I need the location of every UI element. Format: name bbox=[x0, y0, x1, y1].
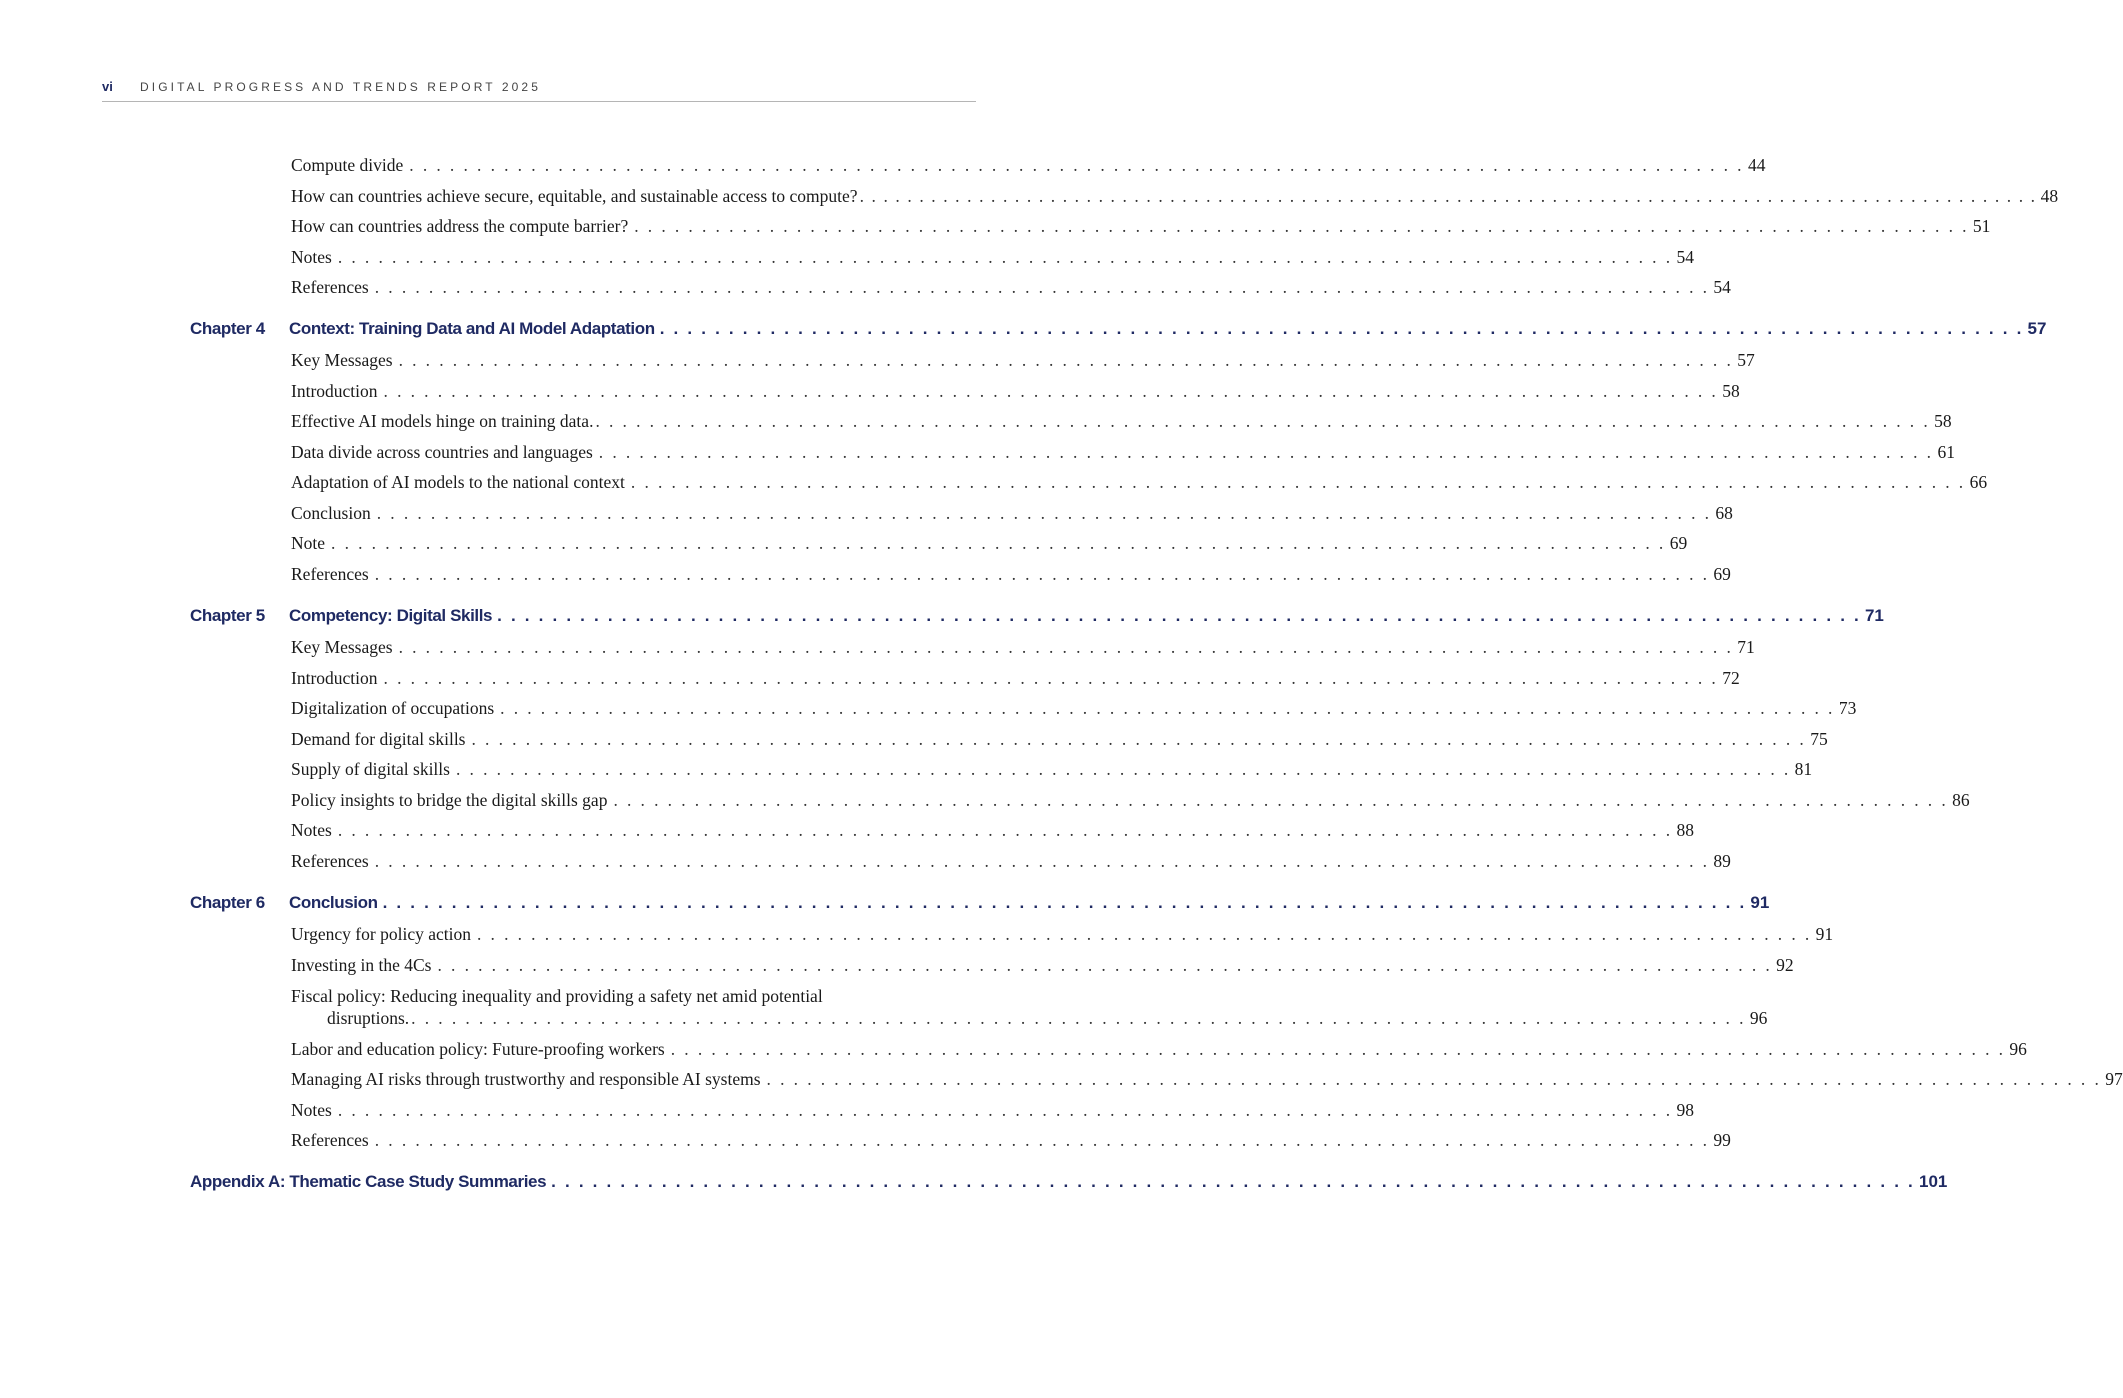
toc-entry-page: 96 bbox=[2009, 1039, 2027, 1059]
toc-entry-title: Introduction bbox=[291, 381, 378, 401]
toc-entry-title: References bbox=[291, 1130, 369, 1150]
toc-entry-title: Compute divide bbox=[291, 155, 404, 175]
toc-entry-title: Labor and education policy: Future-proofing workers bbox=[291, 1039, 665, 1059]
toc-entry[interactable] bbox=[291, 955, 1794, 979]
chapter-title: Context: Training Data and AI Model Adaptation bbox=[289, 319, 655, 338]
dot-leader: . . . . . . . . . . . . . . . . . . . . . . . . . . . . . . . . . . . . . . . . . . . . . . . . . . . . . . . . . . . . . . . . . . . . . . . . . . . . . . . . . . . . . . . . . . . . . . . . . . . bbox=[337, 247, 1673, 267]
toc-chapter-5[interactable] bbox=[190, 606, 1884, 630]
dot-leader: . . . . . . . . . . . . . . . . . . . . . . . . . . . . . . . . . . . . . . . . . . . . . . . . . . . . . . . . . . . . . . . . . . . . . . . . . . . . . . . . . . . . . . . . . . . . . . . . . . . bbox=[409, 155, 1744, 175]
toc-entry[interactable] bbox=[291, 759, 1813, 783]
toc-entry-title: Notes bbox=[291, 820, 332, 840]
dot-leader: . . . . . . . . . . . . . . . . . . . . . . . . . . . . . . . . . . . . . . . . . . . . . . . . . . . . . . . . . . . . . . . . . . . . . . . . . . . . . . . . . . . . . . . . . . . . . . . . . . . bbox=[476, 924, 1812, 944]
toc-entry[interactable] bbox=[291, 790, 1970, 814]
toc-entry-page: 71 bbox=[1737, 637, 1755, 657]
toc-entry[interactable] bbox=[291, 637, 1755, 661]
toc-entry[interactable] bbox=[291, 442, 1955, 466]
dot-leader: . . . . . . . . . . . . . . . . . . . . . . . . . . . . . . . . . . . . . . . . . . . . . . . . . . . . . . . . . . . . . . . . . . . . . . . . . . . . . . . . . . . . . . . . . . . . . . . . . . . bbox=[670, 1039, 2006, 1059]
toc-entry[interactable] bbox=[291, 1100, 1695, 1124]
toc-entry-page: 92 bbox=[1776, 955, 1794, 975]
toc-entry-page: 96 bbox=[1749, 1008, 1768, 1028]
dot-leader: . . . . . . . . . . . . . . . . . . . . . . . . . . . . . . . . . . . . . . . . . . . . . . . . . . . . . . . . . . . . . . . . . . . . . . . . . . . . . . . . . . . . . . . . . . . . . . . . . . . bbox=[766, 1069, 2102, 1089]
toc-entry-title: Adaptation of AI models to the national context bbox=[291, 472, 625, 492]
toc-entry-title: Data divide across countries and languages bbox=[291, 442, 593, 462]
dot-leader: . . . . . . . . . . . . . . . . . . . . . . . . . . . . . . . . . . . . . . . . . . . . . . . . . . . . . . . . . . . . . . . . . . . . . . . . . . . . . . . . . . . . . . . . . . . . . . . . . . . bbox=[411, 1008, 1746, 1028]
toc-entry-title: How can countries achieve secure, equitable, and sustainable access to compute? bbox=[291, 186, 858, 206]
toc-entry-title: Policy insights to bridge the digital skills gap bbox=[291, 790, 608, 810]
toc-entry[interactable] bbox=[327, 1008, 1768, 1032]
chapter-title: Competency: Digital Skills bbox=[289, 606, 493, 625]
toc-entry-title-line1[interactable]: Fiscal policy: Reducing inequality and providing a safety net amid potential bbox=[291, 986, 823, 1006]
dot-leader: . . . . . . . . . . . . . . . . . . . . . . . . . . . . . . . . . . . . . . . . . . . . . . . . . . . . . . . . . . . . . . . . . . . . . . . . . . . . . . . . . . . . . . . . . . . . . . . . . . . bbox=[455, 759, 1791, 779]
toc-entry[interactable] bbox=[291, 1039, 2027, 1063]
toc-entry-title: Investing in the 4Cs bbox=[291, 955, 432, 975]
dot-leader: . . . . . . . . . . . . . . . . . . . . . . . . . . . . . . . . . . . . . . . . . . . . . . . . . . . . . . . . . . . . . . . . . . . . . . . . . . . . . . . . . . . . . . . . . . . . . . . . . . . bbox=[337, 1100, 1673, 1120]
toc-entry-title: Note bbox=[291, 533, 326, 553]
toc-entry-title: Effective AI models hinge on training data. bbox=[291, 411, 594, 431]
toc-entry-title: Managing AI risks through trustworthy and responsible AI systems bbox=[291, 1069, 761, 1089]
dot-leader: . . . . . . . . . . . . . . . . . . . . . . . . . . . . . . . . . . . . . . . . . . . . . . . . . . . . . . . . . . . . . . . . . . . . . . . . . . . . . . . . . . . . . . . . . . . . . . . . . . . bbox=[331, 533, 1666, 553]
toc-entry-page: 69 bbox=[1669, 533, 1688, 553]
dot-leader: . . . . . . . . . . . . . . . . . . . . . . . . . . . . . . . . . . . . . . . . . . . . . . . . . . . . . . . . . . . . . . . . . . . . . . . . . . . . . . . . . . . . . . . . . . . . . . . . . . . bbox=[374, 1130, 1710, 1150]
toc-entry[interactable] bbox=[291, 564, 1731, 588]
toc-entry-page: 75 bbox=[1810, 729, 1828, 749]
toc-entry-title: How can countries address the compute barrier? bbox=[291, 216, 629, 236]
dot-leader: . . . . . . . . . . . . . . . . . . . . . . . . . . . . . . . . . . . . . . . . . . . . . . . . . . . . . . . . . . . . . . . . . . . . . . . . . . . . . . . . . . . . . . . . . . . . . . . . . . . bbox=[630, 472, 1966, 492]
toc-entry-page: 89 bbox=[1713, 851, 1731, 871]
toc-entry-page: 51 bbox=[1972, 216, 1991, 236]
toc-entry-title: Introduction bbox=[291, 668, 378, 688]
page-number: vi bbox=[102, 79, 113, 94]
dot-leader: . . . . . . . . . . . . . . . . . . . . . . . . . . . . . . . . . . . . . . . . . . . . . . . . . . . . . . . . . . . . . . . . . . . . . . . . . . . . . . . . . . . . . . . . . . . . . . . . . . . bbox=[382, 893, 1747, 912]
chapter-title: Conclusion bbox=[289, 893, 378, 912]
dot-leader: . . . . . . . . . . . . . . . . . . . . . . . . . . . . . . . . . . . . . . . . . . . . . . . . . . . . . . . . . . . . . . . . . . . . . . . . . . . . . . . . . . . . . . . . . . . . . . . . . . . bbox=[374, 851, 1710, 871]
toc-entry-page: 99 bbox=[1713, 1130, 1731, 1150]
dot-leader: . . . . . . . . . . . . . . . . . . . . . . . . . . . . . . . . . . . . . . . . . . . . . . . . . . . . . . . . . . . . . . . . . . . . . . . . . . . . . . . . . . . . . . . . . . . . . . . . . . . bbox=[613, 790, 1949, 810]
toc-entry-title-line2: disruptions. bbox=[327, 1008, 410, 1028]
toc-entry-title: Digitalization of occupations bbox=[291, 698, 495, 718]
toc-entry[interactable] bbox=[291, 1069, 2123, 1093]
dot-leader: . . . . . . . . . . . . . . . . . . . . . . . . . . . . . . . . . . . . . . . . . . . . . . . . . . . . . . . . . . . . . . . . . . . . . . . . . . . . . . . . . . . . . . . . . . . . . . . . . . . bbox=[437, 955, 1773, 975]
chapter-page: 91 bbox=[1750, 893, 1770, 912]
toc-entry-title: Supply of digital skills bbox=[291, 759, 450, 779]
toc-entry[interactable] bbox=[291, 216, 1991, 240]
toc-entry[interactable] bbox=[291, 668, 1740, 692]
toc-entry-page: 48 bbox=[2040, 186, 2059, 206]
appendix-title: Appendix A: Thematic Case Study Summaries bbox=[190, 1172, 547, 1191]
dot-leader: . . . . . . . . . . . . . . . . . . . . . . . . . . . . . . . . . . . . . . . . . . . . . . . . . . . . . . . . . . . . . . . . . . . . . . . . . . . . . . . . . . . . . . . . . . . . . . . . . . . bbox=[659, 319, 2024, 338]
toc-entry[interactable] bbox=[291, 411, 1952, 435]
dot-leader: . . . . . . . . . . . . . . . . . . . . . . . . . . . . . . . . . . . . . . . . . . . . . . . . . . . . . . . . . . . . . . . . . . . . . . . . . . . . . . . . . . . . . . . . . . . . . . . . . . . bbox=[500, 698, 1835, 718]
toc-entry[interactable] bbox=[291, 698, 1857, 722]
toc-entry-page: 61 bbox=[1937, 442, 1955, 462]
toc-entry[interactable] bbox=[291, 277, 1731, 301]
toc-entry-page: 86 bbox=[1952, 790, 1970, 810]
toc-entry-title: Conclusion bbox=[291, 503, 371, 523]
chapter-label: Chapter 6 bbox=[190, 893, 265, 912]
appendix-page: 101 bbox=[1918, 1172, 1948, 1191]
toc-entry-page: 58 bbox=[1722, 381, 1740, 401]
dot-leader: . . . . . . . . . . . . . . . . . . . . . . . . . . . . . . . . . . . . . . . . . . . . . . . . . . . . . . . . . . . . . . . . . . . . . . . . . . . . . . . . . . . . . . . . . . . . . . . . . . . bbox=[497, 606, 1861, 625]
chapter-page: 57 bbox=[2027, 319, 2047, 338]
toc-entry-page: 72 bbox=[1722, 668, 1740, 688]
toc-entry[interactable] bbox=[291, 186, 2059, 210]
toc-entry[interactable] bbox=[291, 851, 1731, 875]
toc-entry[interactable] bbox=[291, 533, 1688, 557]
toc-entry-title: References bbox=[291, 851, 369, 871]
toc-entry-title: Demand for digital skills bbox=[291, 729, 466, 749]
dot-leader: . . . . . . . . . . . . . . . . . . . . . . . . . . . . . . . . . . . . . . . . . . . . . . . . . . . . . . . . . . . . . . . . . . . . . . . . . . . . . . . . . . . . . . . . . . . . . . . . . . . bbox=[374, 277, 1710, 297]
toc-entry-page: 88 bbox=[1676, 820, 1695, 840]
toc-entry-title: References bbox=[291, 564, 369, 584]
chapter-label: Chapter 4 bbox=[190, 319, 265, 338]
toc-entry-page: 54 bbox=[1713, 277, 1731, 297]
running-title: DIGITAL PROGRESS AND TRENDS REPORT 2025 bbox=[140, 80, 541, 94]
toc-entry-page: 91 bbox=[1815, 924, 1834, 944]
dot-leader: . . . . . . . . . . . . . . . . . . . . . . . . . . . . . . . . . . . . . . . . . . . . . . . . . . . . . . . . . . . . . . . . . . . . . . . . . . . . . . . . . . . . . . . . . . . . . . . . . . . bbox=[398, 350, 1734, 370]
toc-entry-page: 73 bbox=[1838, 698, 1857, 718]
toc-entry-page: 66 bbox=[1969, 472, 1988, 492]
toc-entry-page: 44 bbox=[1747, 155, 1766, 175]
toc-entry[interactable] bbox=[291, 155, 1766, 179]
toc-entry-title: Urgency for policy action bbox=[291, 924, 471, 944]
toc-entry[interactable] bbox=[291, 350, 1755, 374]
dot-leader: . . . . . . . . . . . . . . . . . . . . . . . . . . . . . . . . . . . . . . . . . . . . . . . . . . . . . . . . . . . . . . . . . . . . . . . . . . . . . . . . . . . . . . . . . . . . . . . . . . . bbox=[859, 186, 2037, 206]
dot-leader: . . . . . . . . . . . . . . . . . . . . . . . . . . . . . . . . . . . . . . . . . . . . . . . . . . . . . . . . . . . . . . . . . . . . . . . . . . . . . . . . . . . . . . . . . . . . . . . . . . . bbox=[595, 411, 1931, 431]
toc-entry-title: Notes bbox=[291, 1100, 332, 1120]
dot-leader: . . . . . . . . . . . . . . . . . . . . . . . . . . . . . . . . . . . . . . . . . . . . . . . . . . . . . . . . . . . . . . . . . . . . . . . . . . . . . . . . . . . . . . . . . . . . . . . . . . . bbox=[383, 668, 1719, 688]
toc-chapter-4[interactable] bbox=[190, 319, 2047, 343]
dot-leader: . . . . . . . . . . . . . . . . . . . . . . . . . . . . . . . . . . . . . . . . . . . . . . . . . . . . . . . . . . . . . . . . . . . . . . . . . . . . . . . . . . . . . . . . . . . . . . . . . . . bbox=[634, 216, 1969, 236]
toc-entry-title: Key Messages bbox=[291, 637, 393, 657]
toc-entry-page: 68 bbox=[1715, 503, 1733, 523]
toc-entry-page: 57 bbox=[1737, 350, 1755, 370]
toc-entry-page: 97 bbox=[2105, 1069, 2123, 1089]
toc-entry[interactable] bbox=[291, 1130, 1731, 1154]
toc-entry[interactable] bbox=[291, 729, 1828, 753]
toc-entry-title: Key Messages bbox=[291, 350, 393, 370]
dot-leader: . . . . . . . . . . . . . . . . . . . . . . . . . . . . . . . . . . . . . . . . . . . . . . . . . . . . . . . . . . . . . . . . . . . . . . . . . . . . . . . . . . . . . . . . . . . . . . . . . . . bbox=[374, 564, 1710, 584]
toc-entry[interactable] bbox=[291, 924, 1834, 948]
toc-entry-page: 58 bbox=[1934, 411, 1952, 431]
toc-entry-page: 98 bbox=[1676, 1100, 1695, 1120]
toc-chapter-6[interactable] bbox=[190, 893, 1770, 917]
dot-leader: . . . . . . . . . . . . . . . . . . . . . . . . . . . . . . . . . . . . . . . . . . . . . . . . . . . . . . . . . . . . . . . . . . . . . . . . . . . . . . . . . . . . . . . . . . . . . . . . . . . bbox=[383, 381, 1719, 401]
dot-leader: . . . . . . . . . . . . . . . . . . . . . . . . . . . . . . . . . . . . . . . . . . . . . . . . . . . . . . . . . . . . . . . . . . . . . . . . . . . . . . . . . . . . . . . . . . . . . . . . . . . bbox=[376, 503, 1712, 523]
toc-entry-page: 54 bbox=[1676, 247, 1695, 267]
toc-entry-page: 69 bbox=[1713, 564, 1731, 584]
toc-entry[interactable] bbox=[291, 820, 1695, 844]
dot-leader: . . . . . . . . . . . . . . . . . . . . . . . . . . . . . . . . . . . . . . . . . . . . . . . . . . . . . . . . . . . . . . . . . . . . . . . . . . . . . . . . . . . . . . . . . . . . . . . . . . . bbox=[398, 637, 1734, 657]
dot-leader: . . . . . . . . . . . . . . . . . . . . . . . . . . . . . . . . . . . . . . . . . . . . . . . . . . . . . . . . . . . . . . . . . . . . . . . . . . . . . . . . . . . . . . . . . . . . . . . . . . . bbox=[551, 1172, 1915, 1191]
toc-entry-page: 81 bbox=[1794, 759, 1813, 779]
toc-entry[interactable] bbox=[291, 503, 1733, 527]
toc-entry-title: Notes bbox=[291, 247, 332, 267]
dot-leader: . . . . . . . . . . . . . . . . . . . . . . . . . . . . . . . . . . . . . . . . . . . . . . . . . . . . . . . . . . . . . . . . . . . . . . . . . . . . . . . . . . . . . . . . . . . . . . . . . . . bbox=[471, 729, 1807, 749]
toc-entry[interactable] bbox=[291, 381, 1740, 405]
chapter-page: 71 bbox=[1864, 606, 1884, 625]
toc-appendix-a[interactable] bbox=[190, 1172, 1948, 1196]
toc-entry[interactable] bbox=[291, 247, 1695, 271]
toc-entry-title: References bbox=[291, 277, 369, 297]
chapter-label: Chapter 5 bbox=[190, 606, 265, 625]
dot-leader: . . . . . . . . . . . . . . . . . . . . . . . . . . . . . . . . . . . . . . . . . . . . . . . . . . . . . . . . . . . . . . . . . . . . . . . . . . . . . . . . . . . . . . . . . . . . . . . . . . . bbox=[337, 820, 1673, 840]
toc-entry[interactable] bbox=[291, 472, 1988, 496]
dot-leader: . . . . . . . . . . . . . . . . . . . . . . . . . . . . . . . . . . . . . . . . . . . . . . . . . . . . . . . . . . . . . . . . . . . . . . . . . . . . . . . . . . . . . . . . . . . . . . . . . . . bbox=[598, 442, 1934, 462]
